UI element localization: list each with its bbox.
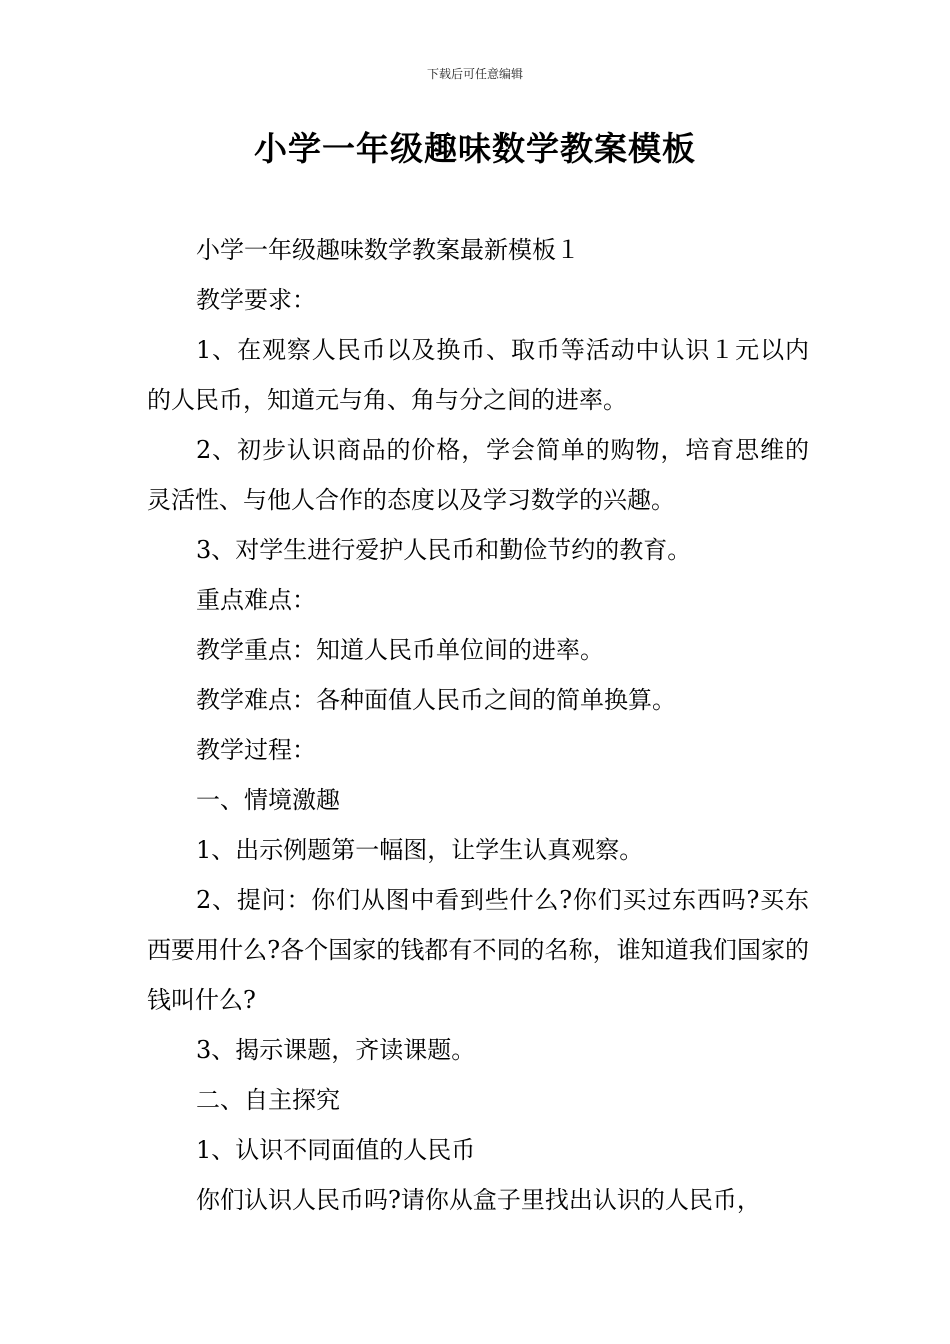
paragraph-step-2: 2、提问：你们从图中看到些什么?你们买过东西吗?买东西要用什么?各个国家的钱都有不同的名称，谁知道我们国家的钱叫什么?	[147, 886, 809, 1014]
paragraph-key-difficulties-heading: 重点难点：	[196, 586, 316, 614]
paragraph-question: 你们认识人民币吗?请你从盒子里找出认识的人民币，	[196, 1186, 761, 1214]
paragraph-teaching-requirements-heading: 教学要求：	[196, 286, 316, 314]
document-body	[147, 225, 809, 1225]
paragraph-step-3: 3、揭示课题，齐读课题。	[196, 1036, 476, 1064]
paragraph-teaching-process-heading: 教学过程：	[196, 736, 316, 764]
paragraph-teaching-focus: 教学重点：知道人民币单位间的进率。	[196, 636, 604, 664]
document-title: 小学一年级趣味数学教案模板	[254, 129, 696, 168]
paragraph-requirement-1: 1、在观察人民币以及换币、取币等活动中认识１元以内的人民币，知道元与角、角与分之间的进率。	[147, 336, 809, 414]
header-note: 下载后可任意编辑	[426, 67, 523, 81]
paragraph-section-1-heading: 一、情境激趣	[196, 786, 340, 814]
paragraph-teaching-difficulty: 教学难点：各种面值人民币之间的简单换算。	[196, 686, 676, 714]
paragraph-section-2-heading: 二、自主探究	[196, 1086, 340, 1114]
paragraph-requirement-2: 2、初步认识商品的价格，学会简单的购物，培育思维的灵活性、与他人合作的态度以及学习数学的兴趣。	[147, 436, 809, 514]
paragraph-requirement-3: 3、对学生进行爱护人民币和勤俭节约的教育。	[196, 536, 692, 564]
paragraph-step-1: 1、出示例题第一幅图，让学生认真观察。	[196, 836, 644, 864]
paragraph-subsection-1: 1、认识不同面值的人民币	[196, 1136, 476, 1164]
paragraph-subtitle: 小学一年级趣味数学教案最新模板１	[196, 236, 580, 264]
